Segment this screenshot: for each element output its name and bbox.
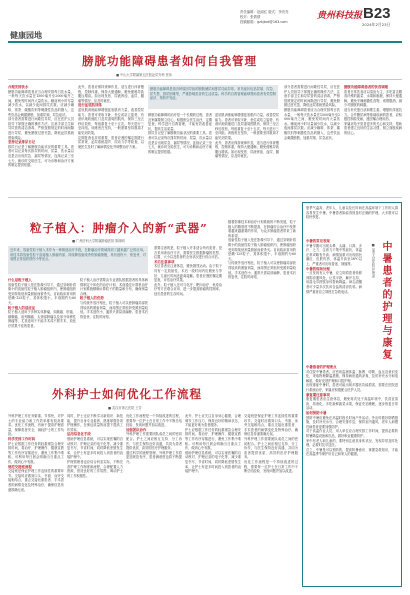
body-text: 与传统外放疗相比，粒子植入可以使肿瘤局部获得较高的照射剂量，而周围正常组织受照剂量较低。手术创伤小，通常只需局部麻醉，患者术后恢复快，住院时间短。 — [80, 300, 148, 319]
article-elderly-title — [378, 241, 396, 361]
article-elderly-col-a — [306, 239, 362, 363]
body-text: 护士应根据工作任务的轻重缓急合理安排时间，将治疗、护理操作、健康宣教等工作有序穿插进行，避免工作集中堆积。可利用每日晨会明确当日重点工作，做到心中有数。 — [8, 441, 64, 464]
body-text: 部分患者需要进行间歇性导尿，应在医护人员指导下掌握正确的操作方法，注意手部卫生和导尿管的清洁消毒，严格按照规定的时间间隔进行导尿，避免膀胱过度充盈，降低泌尿系统感染风险。 — [8, 117, 74, 140]
body-text: 同时，护士还应不断学习新知识、新技能，提升自身专业素养，熟练掌握各项护理操作，在保证质量的前提下提高工作效率。 — [67, 414, 123, 432]
body-text: 外科护理工作需要团队成员之间的密切配合。护士之间应相互支持、分工协作，与医生保持良好沟通，共同为患者提供优质、高效的医疗护理服务。 — [244, 436, 298, 460]
article-elderly-byline: ■ 某市人民医院 护理部 — [371, 243, 375, 278]
article-nurse-title: 外科护士如何优化工作流程 — [52, 387, 202, 401]
body-text: 预防中暑应避免在高温时段长时间户外活动，外出时做好防晒措施，及时补充水分，合理安排作息，保持室内通风，老年人和慢性病患者更要加强防护。 — [306, 415, 398, 429]
body-text: 粒子植入治疗需要由专业团队根据患者的具体病情制定个体化的治疗计划，术前通过计算机治疗计划系统精确计算粒子的数量和分布，确保剂量合理。 — [80, 278, 148, 296]
article-nurse-col1 — [8, 414, 64, 588]
subhead: 合理安排饮水 — [8, 85, 29, 89]
article-right-col — [344, 85, 402, 193]
article-nurse-byline: ■ 武汉市第五医院 王芳 — [108, 406, 142, 410]
body-text: 总之，中暑是可以预防的，提高防暑意识、掌握急救知识，才能在高温季节保护好自己和家人的健康。 — [306, 447, 398, 457]
body-text: 中暑早期可出现头晕、头痛、口渴、多汗、乏力、注意力不集中等症状，体温正常或略有升高；病情加重可出现面色潮红、皮肤灼热、体温升高至38℃以上，严重者可出现昏迷、抽搐等。 — [306, 243, 362, 266]
subhead: 加强团队协作 — [126, 427, 147, 432]
body-text: 优化工作流程是一个持续改进的过程，需要每一位护士在日常工作中不断总结经验、发现问题并加以改进。 — [126, 414, 182, 428]
article-bladder-col2 — [78, 85, 144, 193]
body-text: 交接班是保证护理工作连续性的重要环节。交接时应做到口头、书面、床旁交接相结合，重点交接危重患者、手术患者的病情变化及特殊治疗，确保信息传递准确无误。 — [244, 414, 298, 437]
subhead: 规范交接班流程 — [8, 464, 32, 469]
article-bladder-byline: ■ 中山大学附属第五医院泌尿外科 张伟 — [116, 73, 173, 77]
article-elderly — [302, 202, 402, 587]
divider — [8, 197, 402, 198]
body-text: 康复期患者应注意休息，避免再次处于高温环境中，饮食宜清淡、易消化，多吃新鲜蔬菜水果，保证充足睡眠，逐步恢复日常活动。 — [306, 397, 398, 411]
article-seed — [8, 200, 298, 370]
body-text: 需要注意的是，粒子植入并非适合所有患者，是否采用该治疗方法，需要医生根据肿瘤的类型、位置、大小以及患者的全身状况进行综合评估。 — [154, 246, 222, 260]
body-text: 家属应给予患者更多的关心和支持，帮助患者建立良好的生活习惯，树立战胜疾病的信心。 — [344, 121, 402, 135]
body-text: 出现重症中暑时，患者可能出现多器官功能损害，需要在医院进行系统治疗，家属应积极配合医护人员。 — [306, 383, 398, 392]
body-text: 护理管理者也应结合科室实际，不断完善护理工作制度和流程，合理配置人力资源，营造良好的工作氛围，调动护士的工作积极性。 — [67, 459, 123, 478]
subhead: 进行盆底肌训练 — [78, 103, 102, 108]
masthead: 贵州科技报 — [317, 11, 363, 21]
subhead: 中暑的常见表现 — [306, 239, 330, 243]
article-bladder-title: 膀胱功能障碍患者如何自我管理 — [82, 54, 257, 68]
subhead: 术后注意事项 — [154, 259, 175, 264]
body-text: 排尿日记是了解膀胱功能状况的重要工具。患者可以记录每次排尿的时间、尿量、饮水量以及是否出现尿急、漏尿等情况，连续记录三至七天，就诊时交给医生，可为诊断和治疗方案的制定提供依据。 — [148, 131, 212, 154]
body-text: 随着影像技术和治疗计划系统的不断发展，粒子植入的精准度不断提高，在肿瘤综合治疗中发挥着越来越重要的作用，为众多肿瘤患者带来了新的希望。 — [228, 220, 296, 238]
body-text: 放射性粒子植入是在影像引导下，通过穿刺针将微小的放射性粒子植入肿瘤组织内，使肿瘤组织受到持续低剂量照射而被杀灭。目前临床常用的是碘-125粒子，其体积很小，半衰期约为60天。 — [8, 282, 76, 305]
subhead: 粒子植入的适应证 — [8, 305, 36, 310]
body-text: 膀胱功能障碍的治疗是一个长期的过程，患者及家属要树立信心，积极配合医生治疗，定期复查，科学进行自我管理，才能有效改善症状，提高生活质量。 — [148, 113, 212, 131]
body-text: 盆底肌训练能够增强盆底肌肉力量，改善控尿能力。患者可采取平卧、坐位或站立姿势，有意识地收缩肛门及尿道周围肌肉，保持三至五秒后放松，每组重复十至十五次，每天进行三至四组。训练贵在坚持，一般需要坚持数周才能见到效果。 — [215, 113, 279, 140]
article-seed-col4 — [228, 220, 296, 370]
body-text: 膀胱功能障碍患者应当合理安排每日饮水量，一般每天饮水量在1500毫升至2000毫升之间，避免短时间内大量饮水。睡前两小时尽量减少饮水，以减少夜间排尿次数。应减少咖啡、浓茶、碳酸饮料等刺激性饮品的摄入，这些饮品会刺激膀胱，加重尿频、尿急症状。 — [8, 89, 74, 117]
proofreader-line: 校对：张倩倩 — [240, 14, 261, 19]
body-text: 对于高温作业人员，用人单位应合理安排工作时间，提供必要的防暑降温设备和饮品，做好职业健康防护。 — [306, 429, 398, 438]
body-text: 部分患者需要进行间歇性导尿，应在医护人员指导下掌握正确的操作方法，注意手部卫生和导尿管的清洁消毒，严格按照规定的时间间隔进行导尿，避免膀胱过度充盈，降低泌尿系统感染风险。 — [284, 85, 340, 108]
header-rule — [8, 41, 402, 43]
body-text: 对住院中暑患者，应密切监测体温、脉搏、呼吸、血压及意识变化，采取物理降温措施，保持病房通风凉爽，及时补充水分和电解质，做好皮肤护理和口腔护理。 — [306, 369, 398, 383]
body-text: 此外，患者应保持规律作息，适当进行体育锻炼，控制体重，保持大便通畅，避免便秘导致腹压增高。如出现发热、尿液浑浊、血尿、腰痛等情况，应及时就医。 — [78, 85, 144, 103]
body-text: 与传统外放疗相比，粒子植入可以使肿瘤局部获得较高的照射剂量，而周围正常组织受照剂量较低。手术创伤小，通常只需局部麻醉，患者术后恢复快，住院时间短。 — [228, 261, 296, 280]
subhead: 科学安排工作时间 — [8, 436, 36, 441]
article-nurse-col5 — [244, 414, 298, 588]
section-label: 健康园地 — [10, 31, 42, 40]
subhead: 什么是粒子植入 — [8, 278, 32, 282]
issue-date: 2024年2月23日 — [362, 22, 391, 27]
body-text: 此外，护士应关注自身身心健康，合理调节工作压力，保持良好的精神状态，才能更好地为患者服务。 — [185, 414, 241, 428]
body-text: 盆底肌训练能够增强盆底肌肉力量，改善控尿能力。患者可采取平卧、坐位或站立姿势，有意识地收缩肛门及尿道周围肌肉，保持三至五秒后放松，每组重复十至十五次，每天进行三至四组。训练贵在坚持，一般需要坚持数周才能见到效果。 — [78, 107, 144, 135]
editor-line: 责任编辑：赵丽红 版式：李亮亮 — [240, 10, 289, 14]
article-bladder-col4 — [215, 113, 279, 193]
body-text: 交接班是保证护理工作连续性的重要环节。交接时应做到口头、书面、床旁交接相结合，重点交接危重患者、手术患者的病情变化及特殊治疗，确保信息传递准确无误。 — [8, 469, 64, 492]
article-seed-lead: 近年来，放射性粒子植入术作为一种微创治疗手段，在肿瘤治疗领域得到了越来越广泛的应用。该技术将放射性粒子直接植入肿瘤内部，持续释放射线杀伤肿瘤细胞，具有创伤小、恢复快、对周围正常组织损伤小等优点。 — [8, 246, 148, 274]
subhead: 运用信息化手段 — [67, 432, 91, 437]
subhead: 中暑的现场处理 — [306, 266, 330, 271]
subhead: 康复期注意事项 — [306, 392, 330, 397]
body-text: 家中有老人和儿童的，要特别注意其身体状况，发现异常及时处理，必要时及早送医。 — [306, 438, 398, 448]
article-elderly-title-text: 中暑患者的护理与康复 — [380, 241, 391, 361]
body-text: 适当补充蛋白质和维生素，增强机体抵抗力。合并糖尿病等基础疾病的患者，应积极控制原发病，遵医嘱合理用药。 — [344, 107, 402, 122]
body-text: 借助护理信息系统，可以实现医嘱的自动核对、护理记录的电子化等，减少重复书写，节省时间，同时降低差错发生率，让护士有更多时间投入到患者的直接护理中。 — [185, 450, 241, 474]
page-code: B23 — [363, 5, 391, 22]
article-seed-col2 — [80, 278, 148, 370]
body-text: 患者日常饮食应以清淡为主，多吃富含膳食纤维的蔬菜、水果和粗粮，保持大便通畅。避免辛辣刺激性食物，戒烟限酒，减少对膀胱的刺激。 — [344, 89, 402, 108]
article-nurse-col3 — [126, 414, 182, 588]
article-seed-title: 粒子植入：肿瘤介入的新“武器” — [30, 221, 208, 235]
body-text: 膀胱功能障碍患者应当合理安排每日饮水量，一般每天饮水量在1500毫升至2000毫升之间，避免短时间内大量饮水。睡前两小时尽量减少饮水，以减少夜间排尿次数。应减少咖啡、浓茶、碳酸饮料等刺激性饮品的摄入，这些饮品会刺激膀胱，加重尿频、尿急症状。 — [284, 107, 340, 140]
body-text: 排尿日记是了解膀胱功能状况的重要工具。患者可以记录每次排尿的时间、尿量、饮水量以及是否出现尿急、漏尿等情况，连续记录三至七天，就诊时交给医生，可为诊断和治疗方案的制定提供依据。 — [8, 144, 74, 168]
body-text: 外科护理工作需要团队成员之间的密切配合。护士之间应相互支持、分工协作，与医生保持良好沟通，共同为患者提供优质、高效的医疗护理服务。 — [126, 432, 182, 451]
body-text: 一旦发现有人中暑，应立即将患者转移到阴凉通风处，让其平卧，解开衣扣，用湿毛巾擦拭身体帮助降温。神志清醒者可少量多次饮用含盐的清凉饮料。病情严重者应立即拨打急救电话。 — [306, 271, 362, 294]
body-text: 优化工作流程是一个持续改进的过程，需要每一位护士在日常工作中不断总结经验、发现问题并加以改进。 — [244, 459, 298, 474]
divider — [8, 79, 402, 80]
article-elderly-lead: 夏季气温高，老年人、儿童以及长时间在高温环境下工作的人群容易发生中暑。中暑患者如能得到及时正确的护理，大多数可以较快恢复。 — [306, 206, 398, 220]
email-line: 投稿邮箱：gzkjbrd@163.com — [240, 19, 288, 24]
header-meta — [240, 10, 320, 24]
article-bladder-col1 — [8, 85, 74, 193]
body-text: 此外，患者应保持规律作息，适当进行体育锻炼，控制体重，保持大便通畅，避免便秘导致腹压增高。如出现发热、尿液浑浊、血尿、腰痛等情况，应及时就医。 — [215, 140, 279, 159]
subhead: 膀胱功能障碍患者的饮食调理 — [344, 85, 389, 89]
article-seed-byline: ■ 广州医科大学附属肿瘤医院 陈晓明 — [72, 239, 125, 243]
page-header — [0, 0, 410, 40]
article-bladder — [8, 45, 402, 195]
subhead: 中暑患者的护理要点 — [306, 365, 337, 369]
body-text: 外科护理工作任务繁重，节奏快，对护士的专业能力和工作效率都有较高要求。优化工作流程，有助于提高护理质量，保障患者安全，减轻护士的工作负担。 — [8, 414, 64, 437]
body-text: 定期复查也非常重要，患者应遵医嘱定期进行尿常规、泌尿系统超声、尿动力学等检查，以便医生及时了解病情变化并调整治疗方案。 — [78, 135, 144, 149]
body-text: 术后患者应注意休息，避免剧烈运动。由于粒子具有一定放射性，术后一段时间内应避免与孕妇、儿童长时间近距离接触。患者应遵医嘱定期复查，评估治疗效果。 — [154, 264, 222, 283]
divider — [8, 373, 298, 374]
article-bladder-lead: 膀胱功能障碍是指各种原因导致的膀胱储尿和排尿功能异常，常见症状包括尿频、尿急、尿失禁、排尿困难等，严重影响患者的生活质量。科学的自我管理能够帮助患者有效控制症状、预防并发症。 — [148, 85, 278, 109]
body-text: 放射性粒子植入是在影像引导下，通过穿刺针将微小的放射性粒子植入肿瘤组织内，使肿瘤组织受到持续低剂量照射而被杀灭。目前临床常用的是碘-125粒子，其体积很小，半衰期约为60天。 — [228, 238, 296, 261]
article-bladder-col3 — [148, 113, 212, 193]
article-seed-col1 — [8, 278, 76, 370]
subhead: 粒子植入的优势 — [80, 296, 104, 301]
body-text: 此外，粒子植入还可与化疗、靶向治疗、免疫治疗等方法联合应用，进一步提高肿瘤的控制率，延长患者的生存时间。 — [154, 282, 222, 296]
article-nurse — [8, 376, 298, 590]
article-seed-col3 — [154, 246, 222, 370]
subhead: 坚持记录排尿日记 — [8, 140, 36, 145]
body-text: 粒子植入适用于多种实体肿瘤，如肺癌、肝癌、胰腺癌、前列腺癌、头颈部肿瘤以及部分转移性肿瘤等，尤其适用于不能手术或不愿手术、放化疗效果不佳的患者。 — [8, 310, 76, 328]
subhead: 如何预防中暑 — [306, 410, 327, 415]
body-text: 借助护理信息系统，可以实现医嘱的自动核对、护理记录的电子化等，减少重复书写，节省时间，同时降低差错发生率，让护士有更多时间投入到患者的直接护理中。 — [67, 436, 123, 460]
article-bladder-col5 — [284, 85, 340, 193]
article-elderly-col-b — [306, 365, 398, 585]
body-text: 通过科学的流程管理，外科护理工作将更加规范有序，患者满意度也将不断提升。 — [126, 450, 182, 464]
body-text: 护士应根据工作任务的轻重缓急合理安排时间，将治疗、护理操作、健康宣教等工作有序穿插进行，避免工作集中堆积。可利用每日晨会明确当日重点工作，做到心中有数。 — [185, 427, 241, 451]
article-nurse-col4 — [185, 414, 241, 588]
article-nurse-col2 — [67, 414, 123, 588]
